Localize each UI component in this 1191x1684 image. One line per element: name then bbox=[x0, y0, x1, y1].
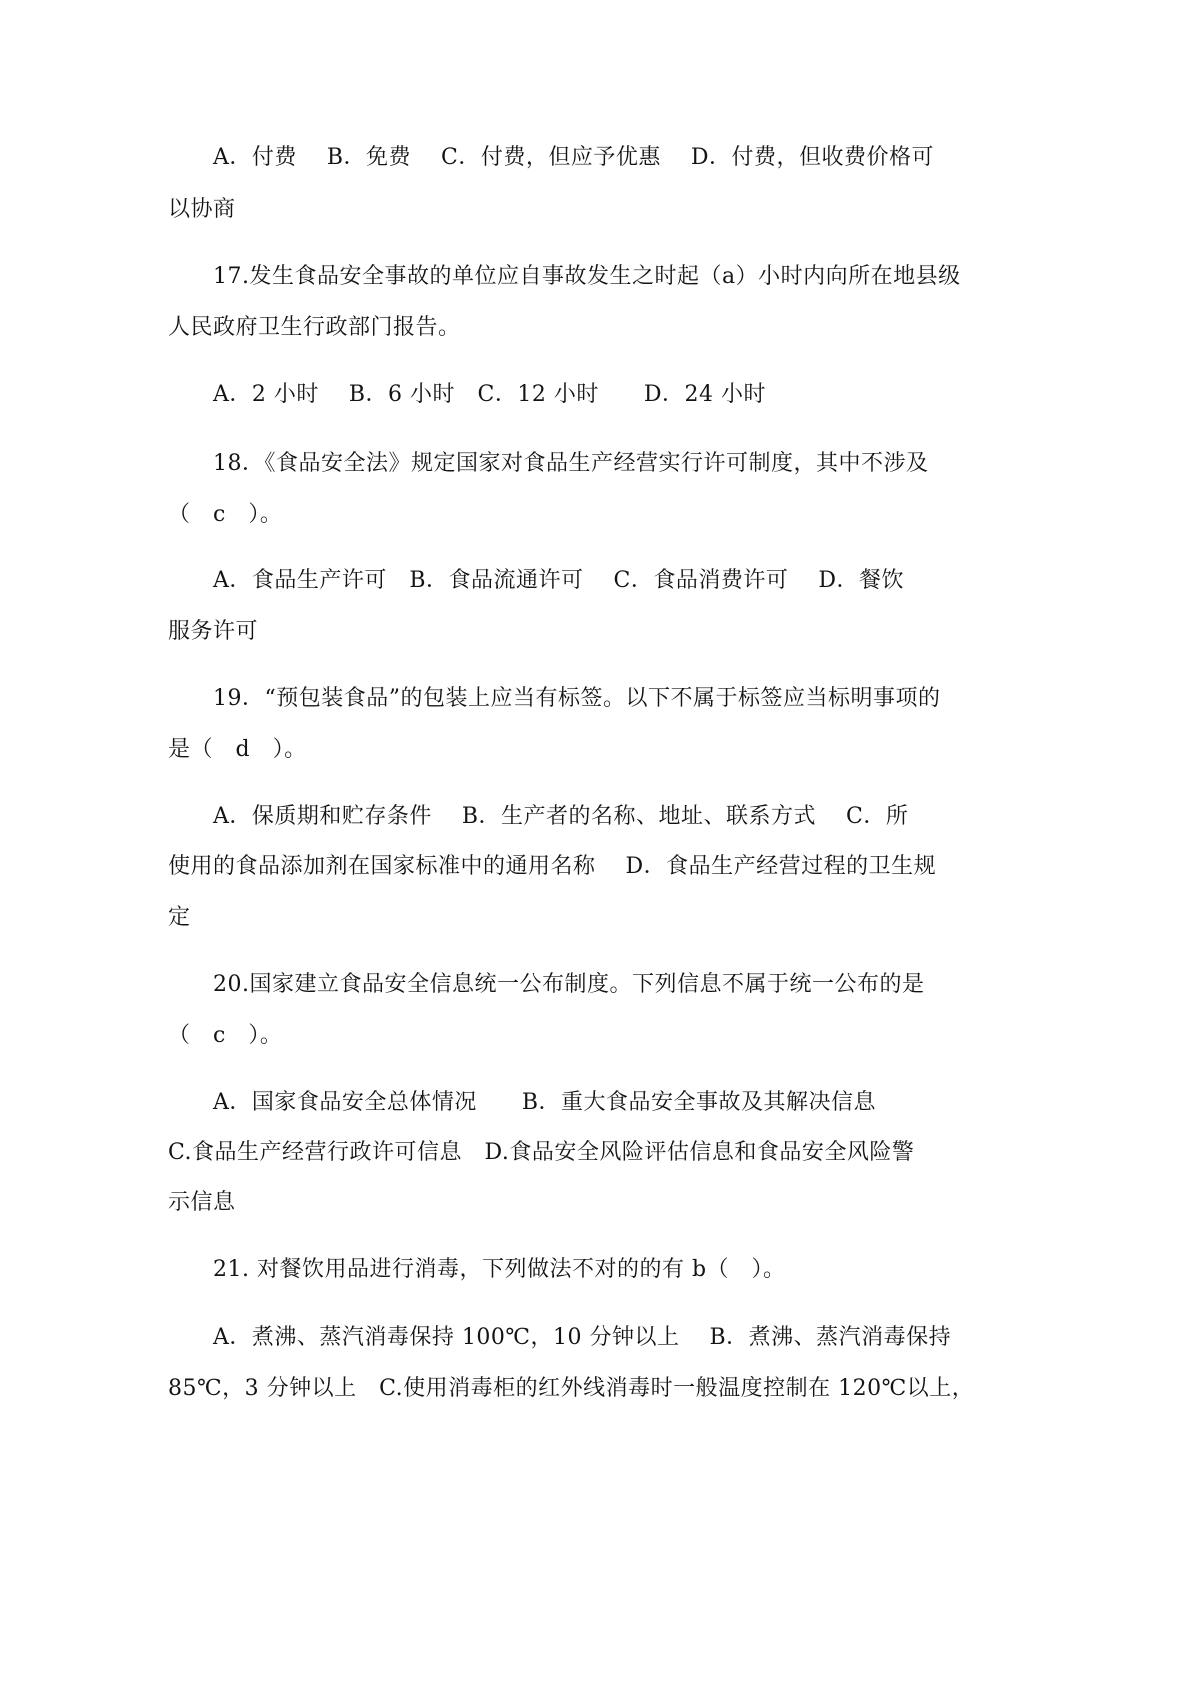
q20-options-line-1: A．国家食品安全总体情况 B．重大食品安全事故及其解决信息 bbox=[213, 1090, 877, 1115]
q20-stem-line-2: （ c ）。 bbox=[168, 1023, 283, 1048]
q17-stem-line-2: 人民政府卫生行政部门报告。 bbox=[168, 315, 461, 340]
q17-options: A．2 小时 B．6 小时 C．12 小时 D．24 小时 bbox=[213, 382, 766, 407]
q19-stem-line-1: 19．“预包装食品”的包装上应当有标签。以下不属于标签应当标明事项的 bbox=[213, 686, 941, 711]
q21-options-line-2: 85℃，3 分钟以上 C.使用消毒柜的红外线消毒时一般温度控制在 120℃以上， bbox=[168, 1376, 975, 1401]
q18-options-line-1: A．食品生产许可 B．食品流通许可 C．食品消费许可 D．餐饮 bbox=[213, 568, 905, 593]
q19-stem-line-2: 是（ d ）。 bbox=[168, 737, 307, 762]
q18-stem-line-2: （ c ）。 bbox=[168, 502, 283, 527]
q19-options-line-3: 定 bbox=[168, 905, 191, 930]
q21-stem: 21. 对餐饮用品进行消毒，下列做法不对的的有 b（ ）。 bbox=[213, 1257, 786, 1282]
q20-options-line-2: C.食品生产经营行政许可信息 D.食品安全风险评估信息和食品安全风险警 bbox=[168, 1140, 915, 1165]
q20-options-line-3: 示信息 bbox=[168, 1190, 236, 1215]
q16-options-line-2: 以协商 bbox=[168, 197, 236, 222]
q21-options-line-1: A．煮沸、蒸汽消毒保持 100℃，10 分钟以上 B．煮沸、蒸汽消毒保持 bbox=[213, 1325, 952, 1350]
q19-options-line-1: A．保质期和贮存条件 B．生产者的名称、地址、联系方式 C．所 bbox=[213, 804, 909, 829]
q19-options-line-2: 使用的食品添加剂在国家标准中的通用名称 D．食品生产经营过程的卫生规 bbox=[168, 854, 937, 879]
q20-stem-line-1: 20.国家建立食品安全信息统一公布制度。下列信息不属于统一公布的是 bbox=[213, 972, 925, 997]
q18-stem-line-1: 18．《食品安全法》规定国家对食品生产经营实行许可制度，其中不涉及 bbox=[213, 451, 929, 476]
q16-options-line-1: A．付费 B．免费 C．付费，但应予优惠 D．付费，但收费价格可 bbox=[213, 145, 935, 170]
q18-options-line-2: 服务许可 bbox=[168, 619, 259, 644]
q17-stem-line-1: 17.发生食品安全事故的单位应自事故发生之时起（a）小时内向所在地县级 bbox=[213, 264, 961, 289]
